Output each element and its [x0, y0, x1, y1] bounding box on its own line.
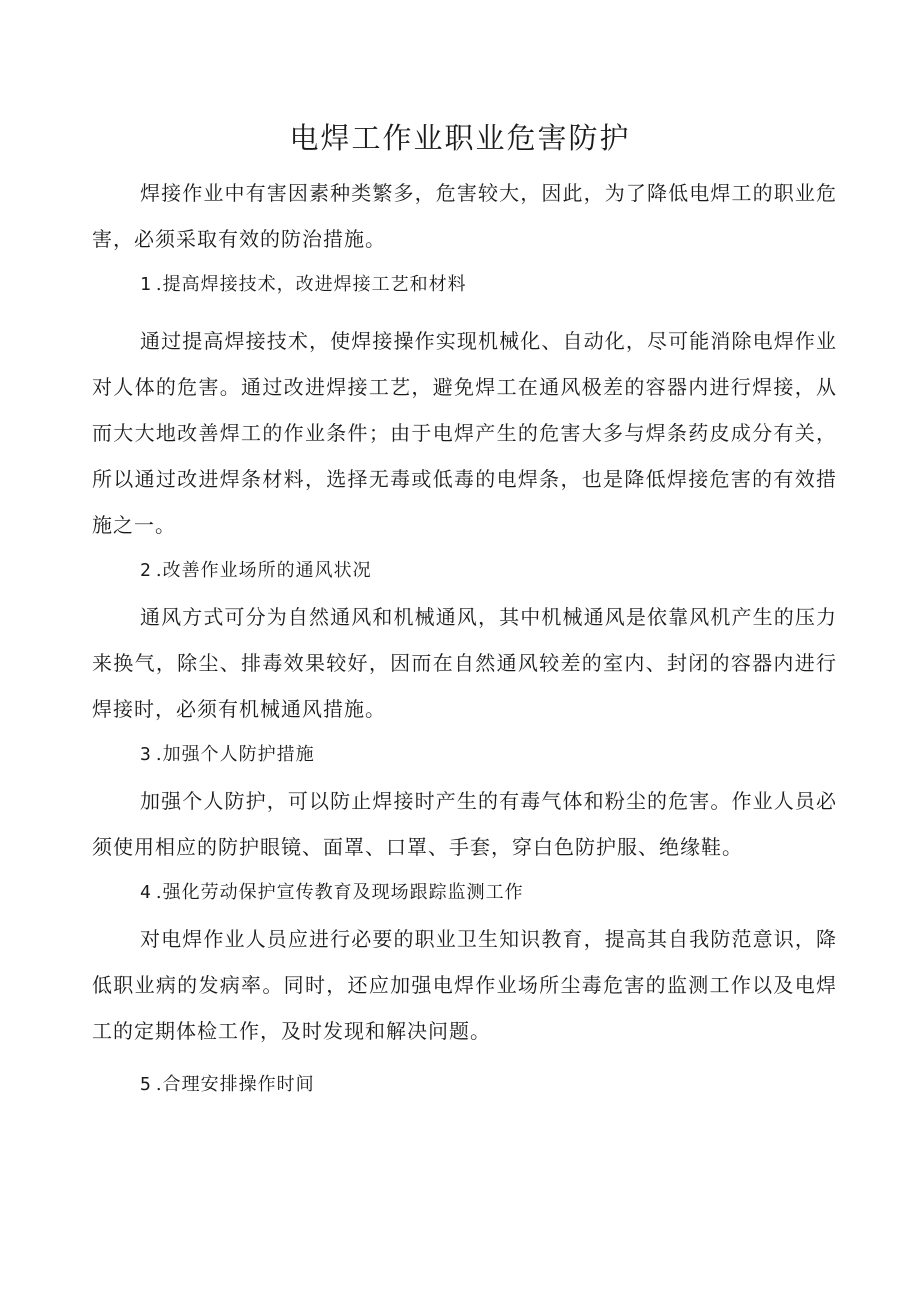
section-5-heading-text: .合理安排操作时间: [155, 1074, 315, 1095]
section-3-body: 加强个人防护，可以防止焊接时产生的有毒气体和粉尘的危害。作业人员必须使用相应的防护眼镜、面罩、口罩、手套，穿白色防护服、绝缘鞋。: [92, 789, 837, 859]
section-4-heading-text: .强化劳动保护宣传教育及现场跟踪监测工作: [155, 882, 524, 903]
section-2-heading-text: .改善作业场所的通风状况: [155, 560, 372, 581]
document-body: [92, 170, 837, 1108]
section-2-body: 通风方式可分为自然通风和机械通风，其中机械通风是依靠风机产生的压力来换气，除尘、排毒效果较好，因而在自然通风较差的室内、封闭的容器内进行焊接时，必须有机械通风措施。: [92, 605, 837, 721]
section-1-heading-text: .提高焊接技术，改进焊接工艺和材料: [155, 274, 467, 295]
section-1-number: 1: [140, 274, 152, 295]
section-1-heading: [92, 262, 837, 308]
section-2-number: 2: [140, 560, 152, 581]
section-1-body: 通过提高焊接技术，使焊接操作实现机械化、自动化，尽可能消除电焊作业对人体的危害。通过改进焊接工艺，避免焊工在通风极差的容器内进行焊接，从而大大地改善焊工的作业条件；由于电焊产生的危害大多与焊条药皮成分有关，所以通过改进焊条材料，选择无毒或低毒的电焊条，也是降低焊接危害的有效措施之一。: [92, 329, 837, 537]
section-5-number: 5: [140, 1074, 152, 1095]
section-2-heading: [92, 548, 837, 594]
section-3-heading-text: .加强个人防护措施: [155, 744, 315, 765]
section-3-heading: [92, 732, 837, 778]
section-4-number: 4: [140, 882, 152, 903]
section-4-heading: [92, 870, 837, 916]
section-4-body: 对电焊作业人员应进行必要的职业卫生知识教育，提高其自我防范意识，降低职业病的发病率。同时，还应加强电焊作业场所尘毒危害的监测工作以及电焊工的定期体检工作，及时发现和解决问题。: [92, 927, 837, 1043]
intro-paragraph: 焊接作业中有害因素种类繁多，危害较大，因此，为了降低电焊工的职业危害，必须采取有效的防治措施。: [92, 181, 837, 251]
section-3-number: 3: [140, 744, 152, 765]
section-5-heading: [92, 1062, 837, 1108]
document-title: 电焊工作业职业危害防护: [289, 121, 631, 155]
